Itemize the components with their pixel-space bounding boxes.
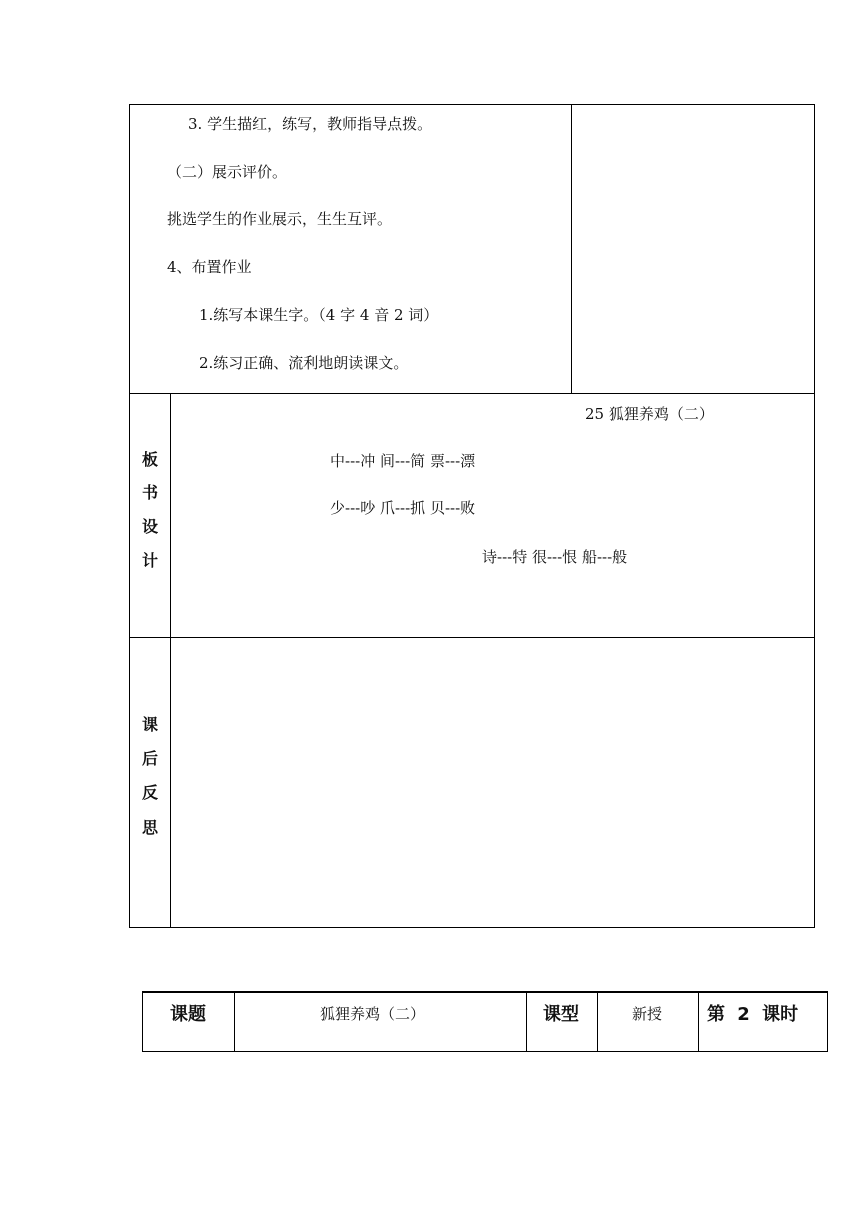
header-divider-1 xyxy=(234,991,235,1052)
type-value: 新授 xyxy=(632,1005,663,1023)
topic-value: 狐狸养鸡（二） xyxy=(320,1005,426,1023)
header-divider-3 xyxy=(597,991,598,1052)
type-label: 课型 xyxy=(543,1004,579,1025)
header-border-bottom xyxy=(142,1051,828,1052)
header-border-right xyxy=(827,991,828,1052)
board-design-label-char-2: 书 xyxy=(142,483,159,502)
homework-item-1: 1.练写本课生字。（4 字 4 音 2 词） xyxy=(199,306,439,324)
board-design-line-2: 少---吵 爪---抓 贝---败 xyxy=(330,499,476,517)
showcase-text: 挑选学生的作业展示，生生互评。 xyxy=(167,210,393,228)
reflection-label-char-2: 后 xyxy=(142,749,159,768)
homework-item-2: 2.练习正确、流利地朗读课文。 xyxy=(199,354,409,372)
table-border-left xyxy=(129,104,130,928)
table-border-bottom xyxy=(129,927,815,928)
header-border-top xyxy=(142,991,828,993)
board-design-title: 25 狐狸养鸡（二） xyxy=(585,405,714,423)
board-design-label-char-3: 设 xyxy=(142,517,159,536)
table-border-top xyxy=(129,104,815,105)
reflection-label-char-1: 课 xyxy=(142,715,159,734)
board-design-line-1: 中---冲 间---简 票---漂 xyxy=(330,452,476,470)
row-divider-1 xyxy=(129,393,815,394)
table-border-right xyxy=(814,104,815,928)
topic-label: 课题 xyxy=(170,1004,206,1025)
header-divider-2 xyxy=(526,991,527,1052)
period-number: 2 xyxy=(737,1004,750,1025)
header-divider-4 xyxy=(698,991,699,1052)
board-design-label-char-1: 板 xyxy=(142,450,159,469)
header-border-left xyxy=(142,991,143,1052)
board-design-label-char-4: 计 xyxy=(142,551,159,570)
reflection-label-char-4: 思 xyxy=(142,818,159,837)
reflection-label-char-3: 反 xyxy=(142,783,159,802)
board-design-line-3: 诗---特 很---恨 船---般 xyxy=(482,548,628,566)
step-3-text: 3. 学生描红，练写，教师指导点拨。 xyxy=(188,115,433,133)
row-divider-2 xyxy=(129,637,815,638)
period-label xyxy=(707,1005,798,1025)
label-column-divider xyxy=(170,393,171,928)
section-2-heading: （二）展示评价。 xyxy=(167,163,288,181)
column-divider-top xyxy=(571,104,572,394)
period-prefix: 第 xyxy=(707,1004,725,1025)
period-suffix: 课时 xyxy=(762,1004,799,1025)
homework-heading: 4、布置作业 xyxy=(167,258,252,276)
